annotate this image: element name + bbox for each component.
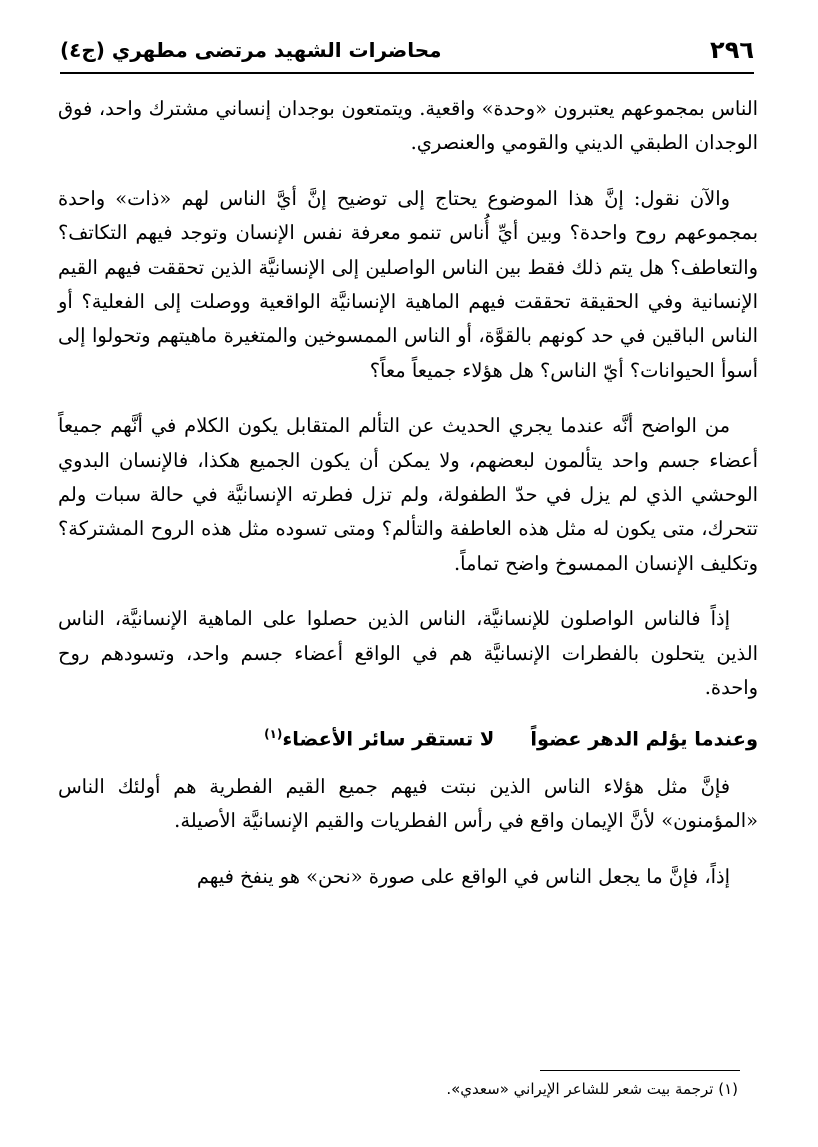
verse-first-half: وعندما يؤلم الدهر عضواً — [530, 726, 758, 750]
paragraph-2: والآن نقول: إنَّ هذا الموضوع يحتاج إلى توضيح إنَّ أيَّ الناس لهم «ذات» واحدة بمجموعهم روح واحدة؟ وبين أيِّ أُناس تنمو معرفة نفس الإنسان وتوجد فيهم التكاتف؟ والتعاطف؟ هل يتم ذلك فقط بين الناس الواصلين إلى الإنسانيَّة الذين تحققت فيهم القيم الإنسانية وفي الحقيقة تحققت فيهم الماهية الإنسانيَّة الواقعية ووصلت إلى الفعلية؟ أو الناس الباقين في حد كونهم بالقوَّة، أو الناس الممسوخين والمتغيرة ماهيتهم وتحولوا إلى أسوأ الحيوانات؟ أيّ الناس؟ هل هؤلاء جميعاً معاً؟ — [58, 186, 758, 382]
paragraph-5: فإنَّ مثل هؤلاء الناس الذين نبتت فيهم جميع القيم الفطرية هم أولئك الناس «المؤمنون» لأنَّ الإيمان واقع في رأس الفطريات والقيم الإنسانيَّة الأصيلة. — [58, 774, 758, 833]
paragraph-3: من الواضح أنَّه عندما يجري الحديث عن التألم المتقابل يكون الكلام في أنَّهم جميعاً أعضاء جسم واحد يتألمون لبعضهم، ولا يمكن أن يكون الجميع هكذا، فالإنسان البدوي الوحشي الذي لم يزل في حدّ الطفولة، ولم تزل فطرته الإنسانيَّة في حالة سبات ولم تتحرك، متى يكون له مثل هذه العاطفة والتألم؟ ومتى تسوده مثل هذه الروح المشتركة؟ وتكليف الإنسان الممسوخ واضح تماماً. — [58, 414, 758, 575]
paragraph-1: الناس بمجموعهم يعتبرون «وحدة» واقعية. ويتمتعون بوجدان إنساني مشترك واحد، فوق الوجدان الطبقي الديني والقومي والعنصري. — [58, 97, 758, 155]
page-header — [60, 28, 754, 74]
footnote-separator — [540, 1070, 740, 1071]
page-number: ٢٩٦ — [710, 36, 754, 64]
paragraph-4: إذاً فالناس الواصلون للإنسانيَّة، الناس الذين حصلوا على الماهية الإنسانيَّة، الناس الذين يتحلون بالفطرات الإنسانيَّة هم في الواقع أعضاء جسم واحد، وتسودهم روح واحدة. — [58, 607, 758, 700]
verse-second-half: لا تستقر سائر الأعضاء — [282, 726, 495, 750]
poetry-verse — [58, 717, 758, 756]
footnote-text: ترجمة بيت شعر للشاعر الإيراني «سعدي». — [446, 1080, 714, 1098]
footnote-marker: (١) — [718, 1080, 738, 1098]
footnote — [446, 1080, 738, 1098]
footnote-reference[interactable]: (١) — [264, 726, 283, 741]
running-title: محاضرات الشهيد مرتضى مطهري (ج٤) — [60, 38, 442, 62]
paragraph-6: إذاً، فإنَّ ما يجعل الناس في الواقع على صورة «نحن» هو ينفخ فيهم — [196, 864, 730, 888]
body-text — [58, 92, 758, 915]
